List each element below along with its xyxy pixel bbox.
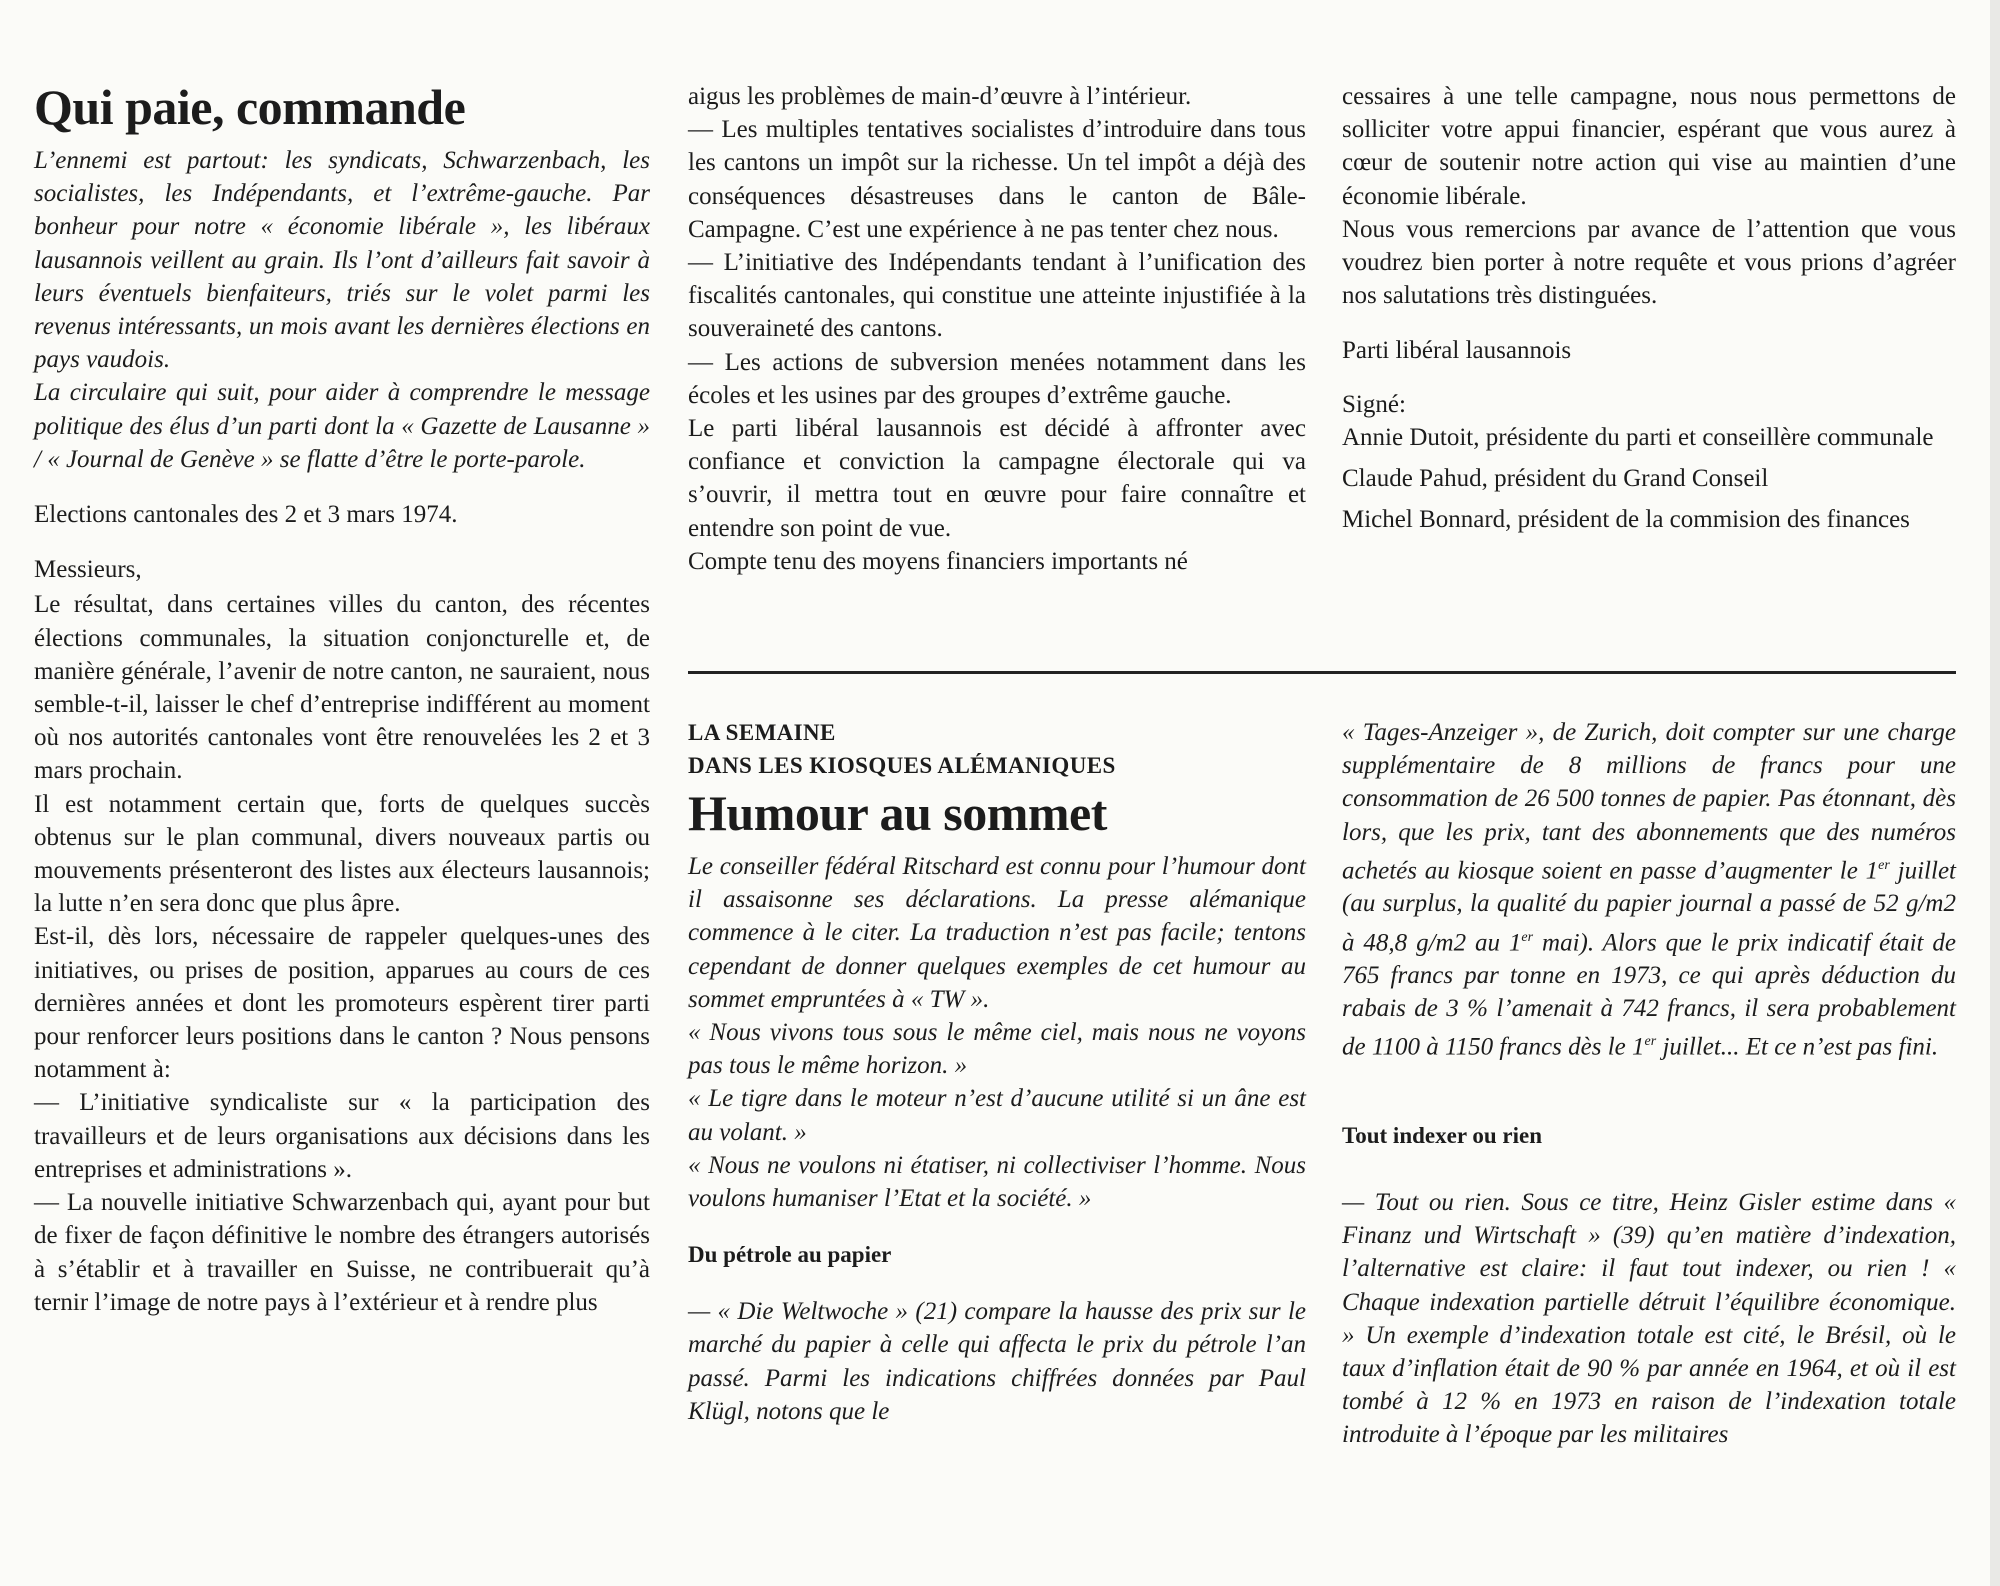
body-paragraph: cessaires à une telle campagne, nous nous permettons de solliciter votre appui financier, espérant que vous aurez à cœur de soutenir notre action qui vise au maintien d’une économie libérale. (1342, 83, 1956, 210)
body-paragraph: Il est notamment certain que, forts de quelques succès obtenus sur le plan communal, divers nouveaux partis ou mouvements présenteront des listes aux électeurs lausannois; la lutte n’en sera donc que plus âpre. (34, 790, 650, 918)
humour-quote: « Nous vivons tous sous le même ciel, mais nous ne voyons pas tous le même horizon. » (688, 1019, 1306, 1080)
column-1 (34, 78, 650, 1319)
body-paragraph: — L’initiative syndicaliste sur « la participation des travailleurs et de leurs organisations aux décisions dans les entreprises et administrations ». (34, 1089, 650, 1183)
humour-quote: « Le tigre dans le moteur n’est d’aucune utilité si un âne est au volant. » (688, 1085, 1306, 1146)
body-paragraph: — Les actions de subversion menées notamment dans les écoles et les usines par des groupes d’extrême gauche. (688, 348, 1306, 409)
dateline: Elections cantonales des 2 et 3 mars 1974. (34, 501, 458, 529)
section-title-indexer: Tout indexer ou rien (1342, 1123, 1543, 1149)
petrole-paragraph: — « Die Weltwoche » (21) compare la hausse des prix sur le marché du papier à celle qui affecta le prix du pétrole l’an passé. Parmi les indications chiffrées données par Paul Klügl, notons que le (688, 1298, 1306, 1425)
signatory: Michel Bonnard, président de la commision des finances (1342, 506, 1910, 534)
kicker-line-2: DANS LES KIOSQUES ALÉMANIQUES (688, 753, 1116, 778)
section-divider (688, 671, 1956, 674)
intro-paragraph-1: L’ennemi est partout: les syndicats, Schwarzenbach, les socialistes, les Indépendants, et l’extrême-gauche. Par bonheur pour notre « économie libérale », les libéraux lausannois veillent au grain. Ils l’ont d’ailleurs fait savoir à leurs éventuels bienfaiteurs, triés sur le volet parmi les revenus intéressants, un mois avant les dernières élections en pays vaudois. (34, 147, 650, 374)
indexer-paragraph: — Tout ou rien. Sous ce titre, Heinz Gisler estime dans « Finanz und Wirtschaft » (39) qu’en matière d’indexation, l’alternative est claire: il faut tout indexer, ou rien ! « Chaque indexation partielle détruit l’équilibre économique. » Un exemple d’indexation totale est cité, le Brésil, où le taux d’inflation était de 90 % par année en 1964, et où il est tombé à 12 % en 1973 en raison de l’indexation totale introduite à l’époque par les militaires (1342, 1189, 1956, 1449)
intro-paragraph-2: La circulaire qui suit, pour aider à comprendre le message politique des élus d’un parti dont la « Gazette de Lausanne » / « Journal de Genève » se flatte d’être le porte-parole. (34, 379, 650, 473)
column-3-bottom (1342, 716, 1956, 1452)
page-edge (1990, 0, 2000, 1586)
body-paragraph: Le résultat, dans certaines villes du canton, des récentes élections communales, la situation conjoncturelle et, de manière générale, l’avenir de notre canton, ne sauraient, nous semble-t-il, laisser le chef d’entreprise indifférent au moment où nos autorités cantonales vont être renouvelées les 2 et 3 mars prochain. (34, 591, 650, 785)
petrole-paragraph-continued: « Tages-Anzeiger », de Zurich, doit compter sur une charge supplémentaire de 8 millions de francs pour une consommation de 26 500 tonnes de papier. Pas étonnant, dès lors, que les prix, tant des abonnements que des numéros achetés au kiosque soient en passe d’augmenter le 1er juillet (au surplus, la qualité du papier journal a passé de 52 g/m2 à 48,8 g/m2 au 1er mai). Alors que le prix indicatif était de 765 francs par tonne en 1973, ce qui après déduction du rabais de 3 % l’amenait à 742 francs, il sera probablement de 1100 à 1150 francs dès le 1er juillet... Et ce n’est pas fini. (1342, 719, 1956, 1061)
column-2-top (688, 80, 1306, 578)
signatory: Annie Dutoit, présidente du parti et conseillère communale (1342, 423, 1934, 451)
body-paragraph: Est-il, dès lors, nécessaire de rappeler quelques-unes des initiatives, ou prises de position, apparues au cours de ces dernières années et dont les promoteurs espèrent tirer parti pour renforcer leurs positions dans le canton ? Nous pensons notamment à: (34, 923, 650, 1084)
salutation: Messieurs, (34, 556, 142, 584)
article-title-humour: Humour au sommet (688, 785, 1107, 841)
body-paragraph: Compte tenu des moyens financiers importants né (688, 547, 1188, 575)
section-title-petrole: Du pétrole au papier (688, 1242, 892, 1268)
kicker-line-1: LA SEMAINE (688, 720, 836, 745)
body-paragraph: aigus les problèmes de main-d’œuvre à l’intérieur. (688, 83, 1192, 110)
body-paragraph: Le parti libéral lausannois est décidé à affronter avec confiance et conviction la campagne électorale qui va s’ouvrir, il mettra tout en œuvre pour faire connaître et entendre son point de vue. (688, 415, 1306, 542)
column-2-bottom (688, 716, 1306, 1428)
body-paragraph: Nous vous remercions par avance de l’attention que vous voudrez bien porter à notre requête et vous prions d’agréer nos salutations très distinguées. (1342, 215, 1956, 310)
column-3-top (1342, 80, 1956, 536)
body-paragraph: — La nouvelle initiative Schwarzenbach qui, ayant pour but de fixer de façon définitive le nombre des étrangers autorisés à s’établir et à travailler en Suisse, ne contribuerait qu’à ternir l’image de notre pays à l’extérieur et à rendre plus (34, 1189, 650, 1316)
signatory: Claude Pahud, président du Grand Conseil (1342, 465, 1769, 493)
party-name: Parti libéral lausannois (1342, 337, 1572, 365)
article-title-qui-paie: Qui paie, commande (34, 79, 466, 135)
humour-quote: « Nous ne voulons ni étatiser, ni collectiviser l’homme. Nous voulons humaniser l’Etat et la société. » (688, 1151, 1306, 1213)
body-paragraph: — Les multiples tentatives socialistes d’introduire dans tous les cantons un impôt sur la richesse. Un tel impôt a déjà des conséquences désastreuses dans le canton de Bâle-Campagne. C’est une expérience à ne pas tenter chez nous. (688, 116, 1306, 243)
humour-intro: Le conseiller fédéral Ritschard est connu pour l’humour dont il assaisonne ses déclarations. La presse alémanique commence à le citer. La traduction n’est pas facile; tentons cependant de donner quelques exemples de cet humour au sommet empruntées à « TW ». (688, 853, 1306, 1013)
signed-label: Signé: (1342, 390, 1406, 418)
body-paragraph: — L’initiative des Indépendants tendant à l’unification des fiscalités cantonales, qui constitue une atteinte injustifiée à la souveraineté des cantons. (688, 249, 1306, 343)
